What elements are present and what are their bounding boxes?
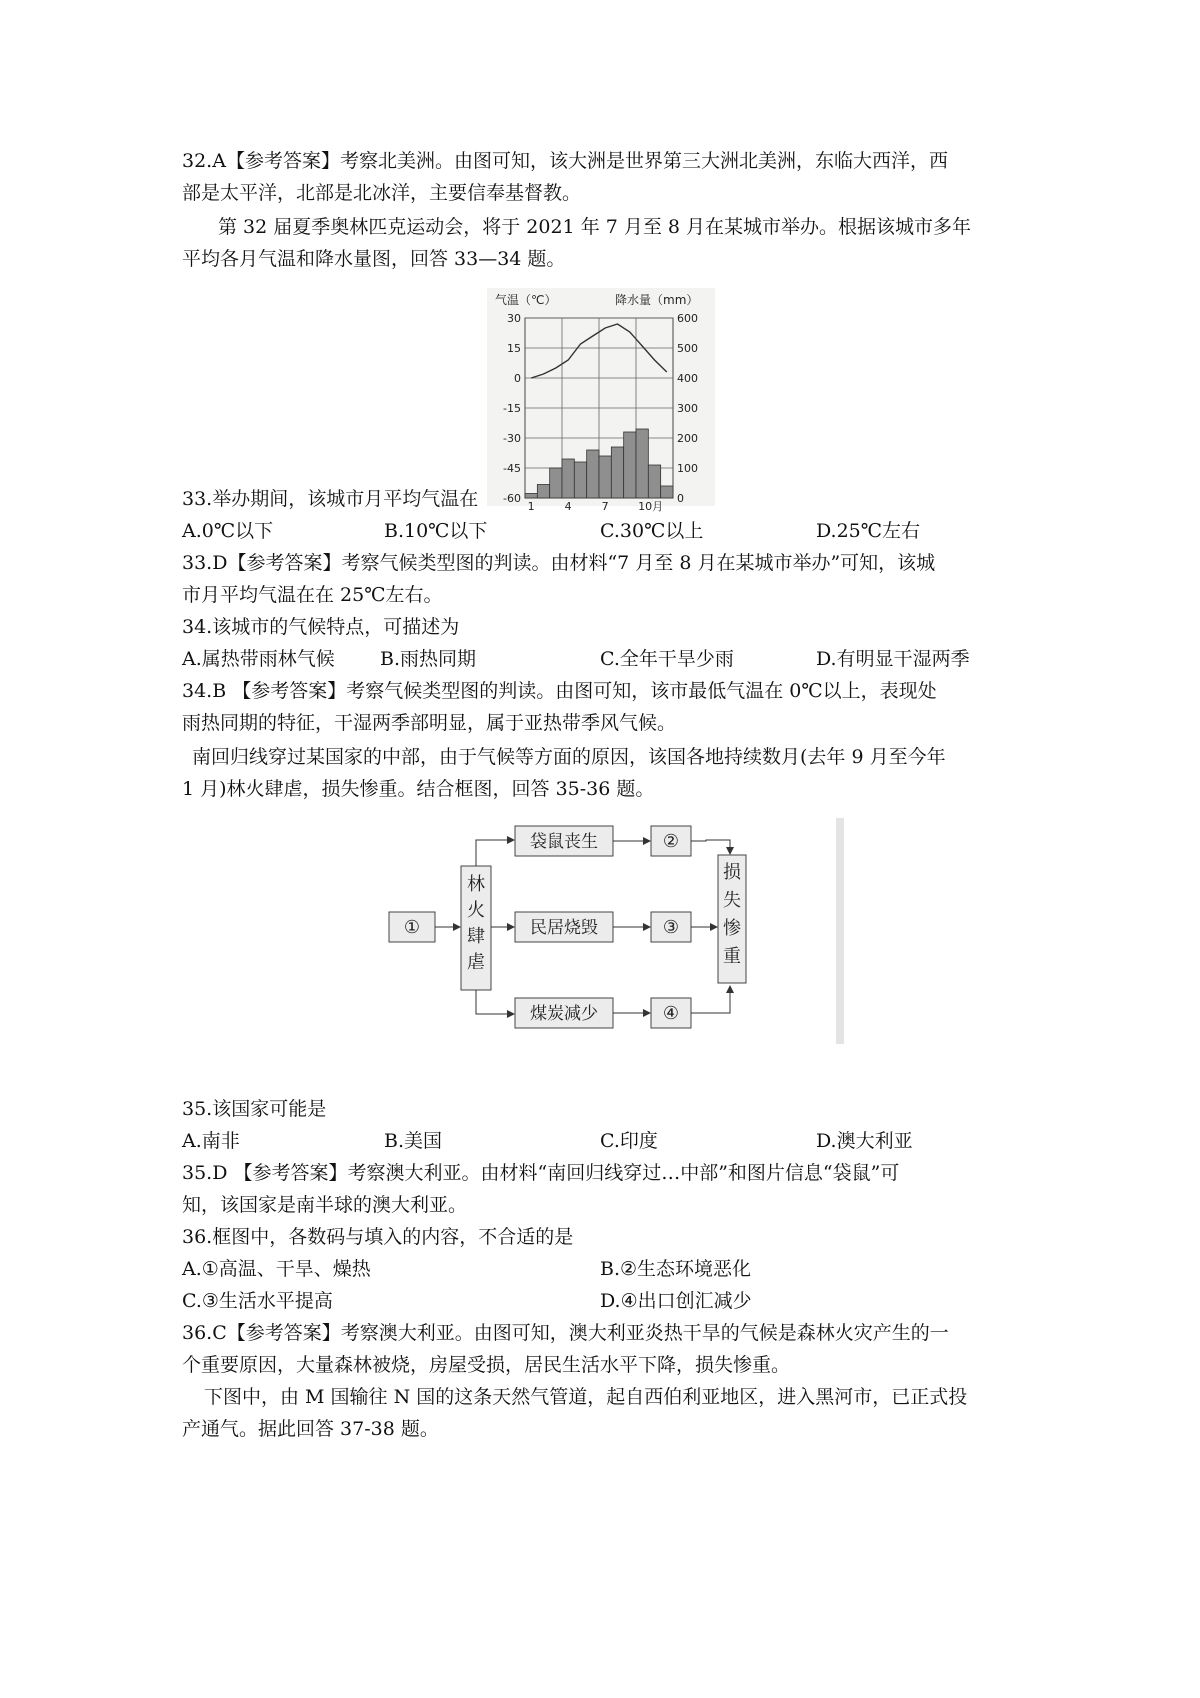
intro33-line1: 第 32 届夏季奥林匹克运动会，将于 2021 年 7 月至 8 月在某城市举办。根据该城市多年 [218,216,972,238]
intro37-line1: 下图中，由 M 国输往 N 国的这条天然气管道，起自西伯利亚地区，进入黑河市，已正式投 [204,1386,968,1408]
q32-answer-line2: 部是太平洋，北部是北冰洋，主要信奉基督教。 [182,182,582,204]
start-label: ① [403,917,421,938]
temperature-tick-label: 15 [507,342,521,355]
q33-answer-line2: 市月平均气温在在 25℃左右。 [182,584,443,606]
box-2-label: ② [662,831,680,852]
end-char-4: 重 [723,946,741,967]
q34-option-d: D.有明显干湿两季 [816,648,970,670]
q32-answer-line1: 32.A【参考答案】考察北美洲。由图可知，该大洲是世界第三大洲北美洲，东临大西洋，西 [182,150,948,172]
q33-option-c: C.30℃以上 [600,520,704,542]
q36-option-d: D.④出口创汇减少 [600,1290,752,1312]
temperature-tick-label: 30 [507,312,521,325]
end-char-2: 失 [723,890,741,911]
climate-chart-svg [487,288,715,513]
intro35-line2: 1 月)林火肆虐，损失惨重。结合框图，回答 35-36 题。 [182,778,655,800]
end-char-3: 惨 [723,918,741,939]
temperature-tick-label: -60 [503,492,521,505]
precipitation-tick-label: 100 [677,462,698,475]
end-char-1: 损 [723,862,741,883]
intro33-line2: 平均各月气温和降水量图，回答 33—34 题。 [182,248,566,270]
q34-option-a: A.属热带雨林气候 [182,648,335,670]
q36-stem: 36.框图中，各数码与填入的内容，不合适的是 [182,1226,574,1248]
month-tick-label: 10月 [638,500,664,513]
q35-answer-line2: 知，该国家是南半球的澳大利亚。 [182,1194,468,1216]
fire-char-3: 肆 [467,926,485,947]
wildfire-flow-diagram [384,818,844,1044]
q36-answer-line1: 36.C【参考答案】考察澳大利亚。由图可知，澳大利亚炎热干旱的气候是森林火灾产生的一 [182,1322,949,1344]
climate-chart [487,288,715,513]
coal-label: 煤炭减少 [530,1004,598,1024]
q36-option-b: B.②生态环境恶化 [600,1258,752,1280]
q35-stem: 35.该国家可能是 [182,1098,327,1120]
q34-stem: 34.该城市的气候特点，可描述为 [182,616,460,638]
q36-answer-line2: 个重要原因，大量森林被烧，房屋受损，居民生活水平下降，损失惨重。 [182,1354,791,1376]
precipitation-axis-title: 降水量（mm） [615,293,699,307]
month-tick-label: 7 [601,500,609,513]
temperature-tick-label: 0 [514,372,521,385]
q35-answer-line1: 35.D 【参考答案】考察澳大利亚。由材料“南回归线穿过…中部”和图片信息“袋鼠”可 [182,1162,900,1184]
kangaroo-label: 袋鼠丧生 [530,832,598,852]
month-tick-label: 4 [564,500,572,513]
precipitation-tick-label: 500 [677,342,698,355]
q36-option-c: C.③生活水平提高 [182,1290,333,1312]
month-tick-label: 1 [527,500,535,513]
temperature-tick-label: -15 [503,402,521,415]
fire-char-1: 林 [467,874,485,895]
q33-answer-line1: 33.D【参考答案】考察气候类型图的判读。由材料“7 月至 8 月在某城市举办”可知，该城 [182,552,936,574]
q33-option-b: B.10℃以下 [384,520,488,542]
q35-option-b: B.美国 [384,1130,443,1152]
fire-char-2: 火 [467,900,485,921]
q35-option-d: D.澳大利亚 [816,1130,913,1152]
q34-answer-line1: 34.B 【参考答案】考察气候类型图的判读。由图可知，该市最低气温在 0℃以上，表现处 [182,680,937,702]
precipitation-tick-label: 400 [677,372,698,385]
q33-stem: 33.举办期间，该城市月平均气温在 [182,488,479,510]
houses-label: 民居烧毁 [530,918,598,938]
q33-option-d: D.25℃左右 [816,520,921,542]
q36-option-a: A.①高温、干旱、燥热 [182,1258,371,1280]
q35-option-a: A.南非 [182,1130,240,1152]
q34-option-c: C.全年干旱少雨 [600,648,734,670]
precipitation-tick-label: 0 [677,492,684,505]
q34-answer-line2: 雨热同期的特征，干湿两季部明显，属于亚热带季风气候。 [182,712,677,734]
precipitation-tick-label: 200 [677,432,698,445]
flow-svg [384,818,844,1044]
q33-option-a: A.0℃以下 [182,520,274,542]
box-3-label: ③ [662,917,680,938]
temperature-tick-label: -30 [503,432,521,445]
q35-option-c: C.印度 [600,1130,658,1152]
precipitation-tick-label: 600 [677,312,698,325]
box-4-label: ④ [662,1003,680,1024]
intro35-line1: 南回归线穿过某国家的中部，由于气候等方面的原因，该国各地持续数月(去年 9 月至今年 [192,746,946,768]
intro37-line2: 产通气。据此回答 37-38 题。 [182,1418,439,1440]
temperature-axis-title: 气温（℃） [495,293,557,307]
fire-char-4: 虐 [467,952,485,973]
precipitation-tick-label: 300 [677,402,698,415]
q34-option-b: B.雨热同期 [380,648,477,670]
temperature-tick-label: -45 [503,462,521,475]
